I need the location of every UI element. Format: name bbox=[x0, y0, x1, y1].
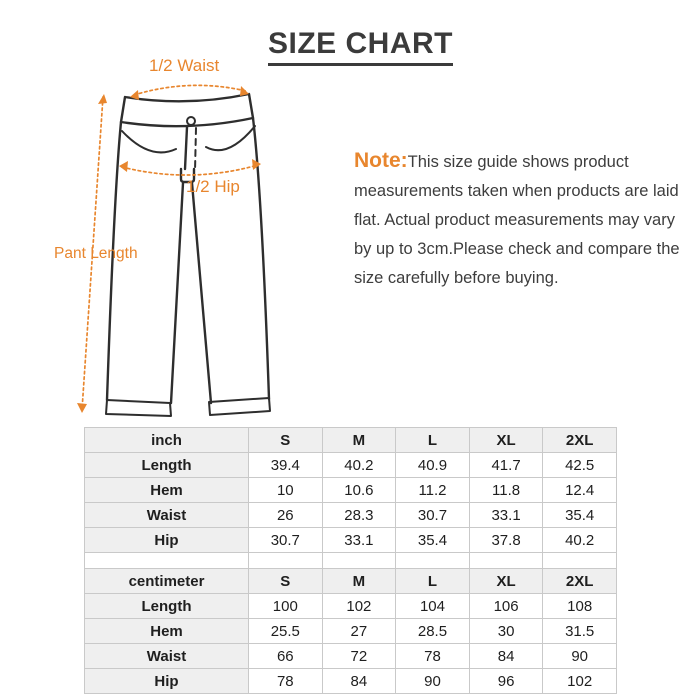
pants-left-cuff bbox=[106, 400, 171, 416]
pants-right-inner-seam bbox=[192, 183, 211, 403]
value-cell: 28.5 bbox=[396, 619, 470, 644]
value-cell: 106 bbox=[469, 594, 543, 619]
row-label-cell: Hem bbox=[85, 619, 249, 644]
spacer-cell bbox=[322, 553, 396, 569]
value-cell: 84 bbox=[469, 644, 543, 669]
row-label-cell: Length bbox=[85, 594, 249, 619]
value-cell: 26 bbox=[249, 503, 323, 528]
table-spacer-row bbox=[85, 553, 617, 569]
table-row bbox=[85, 478, 617, 503]
size-table bbox=[84, 427, 617, 694]
value-cell: 40.2 bbox=[543, 528, 617, 553]
value-cell: 30.7 bbox=[396, 503, 470, 528]
value-cell: 104 bbox=[396, 594, 470, 619]
note-label: Note: bbox=[354, 149, 408, 172]
value-cell: 31.5 bbox=[543, 619, 617, 644]
value-cell: 84 bbox=[322, 669, 396, 694]
note-paragraph bbox=[354, 146, 682, 293]
unit-header-cell: centimeter bbox=[85, 569, 249, 594]
pants-diagram bbox=[50, 55, 330, 430]
value-cell: 66 bbox=[249, 644, 323, 669]
value-cell: 102 bbox=[543, 669, 617, 694]
pants-right-pocket bbox=[206, 126, 255, 150]
value-cell: 78 bbox=[396, 644, 470, 669]
pants-right-outer-seam bbox=[253, 118, 269, 399]
value-cell: 96 bbox=[469, 669, 543, 694]
waist-measure-arc bbox=[134, 85, 246, 95]
value-cell: 41.7 bbox=[469, 453, 543, 478]
size-header-cell: M bbox=[322, 428, 396, 453]
pants-right-cuff bbox=[209, 398, 270, 415]
spacer-cell bbox=[249, 553, 323, 569]
value-cell: 35.4 bbox=[396, 528, 470, 553]
row-label-cell: Hem bbox=[85, 478, 249, 503]
value-cell: 39.4 bbox=[249, 453, 323, 478]
table-row bbox=[85, 453, 617, 478]
size-header-cell: M bbox=[322, 569, 396, 594]
table-row bbox=[85, 619, 617, 644]
size-header-cell: 2XL bbox=[543, 428, 617, 453]
spacer-cell bbox=[543, 553, 617, 569]
row-label-cell: Waist bbox=[85, 644, 249, 669]
value-cell: 11.8 bbox=[469, 478, 543, 503]
hip-arrow-left bbox=[119, 161, 128, 172]
table-row bbox=[85, 503, 617, 528]
pants-fly-seam bbox=[185, 127, 187, 169]
value-cell: 78 bbox=[249, 669, 323, 694]
spacer-cell bbox=[469, 553, 543, 569]
value-cell: 35.4 bbox=[543, 503, 617, 528]
value-cell: 100 bbox=[249, 594, 323, 619]
value-cell: 25.5 bbox=[249, 619, 323, 644]
value-cell: 11.2 bbox=[396, 478, 470, 503]
length-arrow-top bbox=[98, 94, 107, 104]
inch-header-row bbox=[85, 428, 617, 453]
page-title: SIZE CHART bbox=[268, 27, 453, 66]
size-header-cell: 2XL bbox=[543, 569, 617, 594]
size-header-cell: L bbox=[396, 428, 470, 453]
spacer-cell bbox=[396, 553, 470, 569]
value-cell: 108 bbox=[543, 594, 617, 619]
row-label-cell: Length bbox=[85, 453, 249, 478]
pants-left-inner-seam bbox=[171, 183, 183, 403]
value-cell: 10 bbox=[249, 478, 323, 503]
table-row bbox=[85, 669, 617, 694]
row-label-cell: Hip bbox=[85, 669, 249, 694]
table-row bbox=[85, 528, 617, 553]
value-cell: 12.4 bbox=[543, 478, 617, 503]
row-label-cell: Hip bbox=[85, 528, 249, 553]
value-cell: 33.1 bbox=[322, 528, 396, 553]
centimeter-header-row bbox=[85, 569, 617, 594]
value-cell: 42.5 bbox=[543, 453, 617, 478]
value-cell: 90 bbox=[543, 644, 617, 669]
value-cell: 90 bbox=[396, 669, 470, 694]
value-cell: 37.8 bbox=[469, 528, 543, 553]
note-text: This size guide shows product measurements taken when products are laid flat. Actual product measurements may vary by up to 3cm.Please check and compare the size carefully before buying. bbox=[354, 153, 680, 287]
half-hip-label: 1/2 Hip bbox=[186, 177, 240, 196]
table-row bbox=[85, 644, 617, 669]
size-header-cell: L bbox=[396, 569, 470, 594]
value-cell: 40.9 bbox=[396, 453, 470, 478]
unit-header-cell: inch bbox=[85, 428, 249, 453]
table-row bbox=[85, 594, 617, 619]
value-cell: 30 bbox=[469, 619, 543, 644]
hip-measure-arc bbox=[122, 165, 258, 175]
half-waist-label: 1/2 Waist bbox=[149, 56, 220, 75]
value-cell: 33.1 bbox=[469, 503, 543, 528]
pants-button bbox=[187, 117, 195, 125]
value-cell: 28.3 bbox=[322, 503, 396, 528]
value-cell: 30.7 bbox=[249, 528, 323, 553]
row-label-cell: Waist bbox=[85, 503, 249, 528]
size-header-cell: XL bbox=[469, 428, 543, 453]
pant-length-label: Pant Length bbox=[54, 245, 138, 262]
value-cell: 10.6 bbox=[322, 478, 396, 503]
pants-left-pocket bbox=[122, 131, 176, 152]
value-cell: 40.2 bbox=[322, 453, 396, 478]
value-cell: 27 bbox=[322, 619, 396, 644]
spacer-cell bbox=[85, 553, 249, 569]
value-cell: 102 bbox=[322, 594, 396, 619]
size-header-cell: S bbox=[249, 428, 323, 453]
size-header-cell: XL bbox=[469, 569, 543, 594]
pants-fly-stitch bbox=[195, 128, 196, 171]
value-cell: 72 bbox=[322, 644, 396, 669]
size-header-cell: S bbox=[249, 569, 323, 594]
length-arrow-bottom bbox=[77, 403, 87, 413]
